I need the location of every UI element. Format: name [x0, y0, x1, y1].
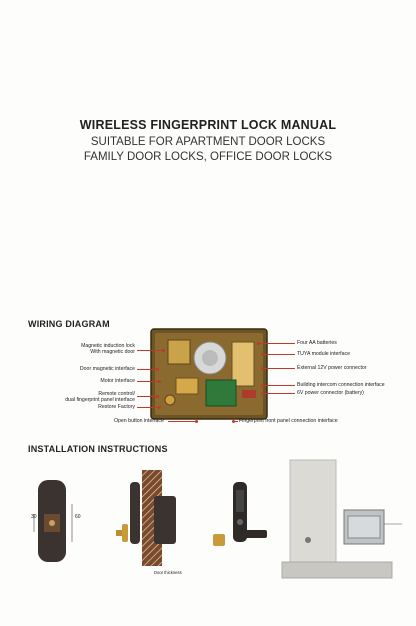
- label-dual-fingerprint-panel: dual fingerprint panel interface: [65, 397, 135, 403]
- dimension-30: 30: [31, 514, 37, 520]
- manual-title: WIRELESS FINGERPRINT LOCK MANUAL: [79, 118, 337, 132]
- leader-line: [137, 369, 157, 370]
- leader-line: [137, 407, 159, 408]
- manual-subtitle-line2: FAMILY DOOR LOCKS, OFFICE DOOR LOCKS: [83, 151, 333, 163]
- leader-line: [258, 343, 295, 344]
- label-remote-control: Remote control/: [98, 391, 135, 397]
- leader-dot: [261, 353, 264, 356]
- dimension-60: 60: [75, 514, 81, 520]
- label-fingerprint-front-panel-interface: Fingerprint front panel connection interface: [239, 418, 338, 424]
- leader-dot: [261, 384, 264, 387]
- leader-dot: [261, 392, 264, 395]
- leader-dot: [156, 368, 159, 371]
- leader-line: [262, 393, 295, 394]
- label-external-12v-connector: External 12V power connector: [297, 365, 367, 371]
- manual-subtitle-line1: SUITABLE FOR APARTMENT DOOR LOCKS: [90, 136, 326, 148]
- leader-line: [262, 385, 295, 386]
- label-building-intercom-interface: Building intercom connection interface: [297, 382, 385, 388]
- label-with-magnetic-door: With magnetic door: [90, 349, 135, 355]
- leader-dot: [257, 342, 260, 345]
- handle-assembly-image: [205, 478, 275, 568]
- leader-line: [137, 381, 159, 382]
- leader-dot: [195, 420, 198, 423]
- label-four-aa-batteries: Four AA batteries: [297, 340, 337, 346]
- leader-dot: [232, 420, 235, 423]
- leader-line: [137, 350, 163, 351]
- door-cross-section-image: [114, 468, 182, 578]
- leader-dot: [158, 406, 161, 409]
- label-motor-interface: Motor interface: [100, 378, 135, 384]
- label-magnetic-induction-lock: Magnetic induction lock: [81, 343, 135, 349]
- label-open-button-interface: Open button interface: [114, 418, 164, 424]
- control-board-image: [150, 328, 268, 420]
- leader-dot: [156, 395, 159, 398]
- strike-plate-installation-image: [278, 458, 408, 583]
- wiring-diagram-heading: WIRING DIAGRAM: [28, 319, 110, 329]
- leader-dot: [261, 367, 264, 370]
- label-restore-factory: Restore Factory: [98, 404, 135, 410]
- leader-line: [262, 368, 295, 369]
- leader-dot: [162, 349, 165, 352]
- label-6v-power-connector: 6V power connector (battery): [297, 390, 364, 396]
- leader-line: [262, 354, 295, 355]
- installation-heading: INSTALLATION INSTRUCTIONS: [28, 444, 168, 454]
- leader-dot: [158, 380, 161, 383]
- leader-line: [137, 396, 157, 397]
- label-tuya-module-interface: TUYA module interface: [297, 351, 350, 357]
- label-door-thickness: Door thickness: [154, 570, 182, 575]
- leader-line: [168, 421, 196, 422]
- front-panel-dimension-image: [30, 478, 98, 568]
- label-door-magnetic-interface: Door magnetic interface: [79, 366, 135, 372]
